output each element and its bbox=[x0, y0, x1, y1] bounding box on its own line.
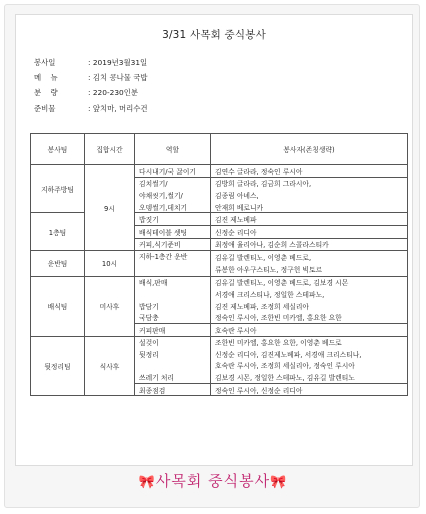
table-row bbox=[31, 251, 408, 264]
volunteers-cell: 김진 제노베파 bbox=[211, 213, 408, 226]
info-label: 준비물 bbox=[34, 103, 56, 113]
volunteers-cell: 서경애 크리스티나, 정일한 스테파노, bbox=[211, 288, 408, 300]
time-cell: 식사후 bbox=[85, 336, 135, 396]
volunteers-cell: 안재희 베로니카 bbox=[211, 201, 408, 213]
role-cell: 야채씻기,썰기/ bbox=[135, 189, 211, 201]
info-value: : 2019년3월31일 bbox=[88, 58, 148, 67]
time-cell: 10시 bbox=[85, 251, 135, 276]
table-row bbox=[31, 165, 408, 178]
volunteers-cell: 정숙인 루시아, 조한빈 미카엘, 홍요한 요한 bbox=[211, 311, 408, 323]
info-block bbox=[34, 55, 148, 116]
header-role: 역할 bbox=[135, 134, 211, 165]
role-cell bbox=[135, 288, 211, 300]
team-cell: 배식팀 bbox=[31, 276, 85, 336]
time-cell: 미사후 bbox=[85, 276, 135, 336]
ribbon-icon: 🎀 bbox=[270, 475, 288, 490]
role-cell: 배식,판매 bbox=[135, 276, 211, 288]
volunteers-cell: 김연수 글라라, 정숙인 루시아 bbox=[211, 165, 408, 178]
info-row-date bbox=[34, 55, 148, 70]
team-cell: 지하주방팀 bbox=[31, 165, 85, 213]
info-value: : 220-230인분 bbox=[88, 88, 138, 98]
header-time: 집합시간 bbox=[85, 134, 135, 165]
volunteers-cell: 김유길 발렌티노, 이영춘 베드로, bbox=[211, 251, 408, 264]
schedule-table bbox=[30, 133, 408, 396]
volunteers-cell: 호숙란 루시아 bbox=[211, 323, 408, 336]
volunteers-cell: 김방희 글라라, 김금희 그라시아, bbox=[211, 177, 408, 189]
volunteers-cell: 조한빈 미카엘, 홍요한 요한, 이영춘 베드로 bbox=[211, 336, 408, 348]
table-row bbox=[31, 276, 408, 288]
role-cell: 배식테이블 셋팅 bbox=[135, 225, 211, 238]
volunteers-cell: 호숙란 루시아, 조정희 세실리아, 정숙인 루시아 bbox=[211, 360, 408, 372]
ribbon-icon: 🎀 bbox=[138, 475, 156, 490]
volunteers-cell: 정숙인 루시아, 신정순 리디아 bbox=[211, 383, 408, 396]
volunteers-cell: 신정순 리디아, 김진제노베파, 서경애 크리스티나, bbox=[211, 348, 408, 360]
info-label: 메 뉴 bbox=[34, 73, 58, 83]
role-cell: 최종점검 bbox=[135, 383, 211, 396]
header-volunteers: 봉사자(존칭생략) bbox=[211, 134, 408, 165]
volunteers-cell: 김유길 발렌티노, 이영춘 베드로, 김보경 시몬 bbox=[211, 276, 408, 288]
role-cell: 김치썰기/ bbox=[135, 177, 211, 189]
team-cell: 운반팀 bbox=[31, 251, 85, 276]
role-cell: 밥담기 bbox=[135, 300, 211, 312]
role-cell bbox=[135, 360, 211, 372]
volunteers-cell: 김진 제노베파, 조정희 세실리아 bbox=[211, 300, 408, 312]
role-cell: 밥짓기 bbox=[135, 213, 211, 226]
info-value: : 앞치마, 머리수건 bbox=[88, 103, 148, 113]
info-value: : 김치 콩나물 국밥 bbox=[88, 73, 148, 83]
document-page bbox=[15, 14, 413, 466]
table-row bbox=[31, 336, 408, 348]
photo-caption bbox=[5, 470, 421, 491]
volunteers-cell: 신정순 리디아 bbox=[211, 225, 408, 238]
document-title: 3/31 사목회 중식봉사 bbox=[162, 29, 266, 41]
volunteers-cell: 김종림 아녜스, bbox=[211, 189, 408, 201]
info-label: 분 량 bbox=[34, 88, 58, 98]
info-label: 봉사일 bbox=[34, 58, 56, 67]
info-row-supplies bbox=[34, 101, 148, 116]
header-team: 봉사팀 bbox=[31, 134, 85, 165]
role-cell: 국담충 bbox=[135, 311, 211, 323]
photo-frame bbox=[4, 4, 420, 508]
volunteers-cell: 최정애 율리아나, 김순희 스콜라스티카 bbox=[211, 238, 408, 251]
team-cell: 1층팀 bbox=[31, 213, 85, 251]
team-cell: 뒷정리팀 bbox=[31, 336, 85, 396]
volunteers-cell: 류봉한 아우구스티노, 정구헌 빅토르 bbox=[211, 263, 408, 276]
caption-text: 사목회 중식봉사 bbox=[155, 472, 271, 490]
role-cell: 오뎅썰기,데치기 bbox=[135, 201, 211, 213]
volunteers-cell: 김보경 시몬, 정일한 스테파노, 김유길 발렌티노 bbox=[211, 371, 408, 383]
role-cell: 커피판매 bbox=[135, 323, 211, 336]
role-cell: 커피,식기준비 bbox=[135, 238, 211, 251]
time-cell: 9시 bbox=[85, 165, 135, 251]
table-header-row bbox=[31, 134, 408, 165]
info-row-menu bbox=[34, 70, 148, 85]
role-cell: 지하-1층간 운반 bbox=[135, 251, 211, 276]
info-row-amount bbox=[34, 85, 148, 100]
role-cell: 다시내기/국 끓이기 bbox=[135, 165, 211, 178]
role-cell: 뒷정리 bbox=[135, 348, 211, 360]
role-cell: 쓰레기 처리 bbox=[135, 371, 211, 383]
role-cell: 설겆이 bbox=[135, 336, 211, 348]
